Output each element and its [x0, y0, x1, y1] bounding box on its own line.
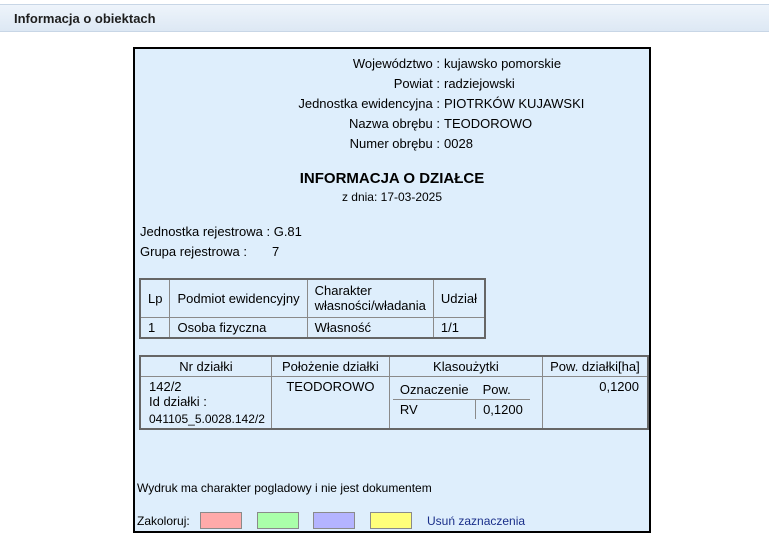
parcel-table	[139, 355, 649, 430]
table-row	[393, 400, 530, 420]
owner-share: 1/1	[433, 317, 485, 338]
color-swatch-red[interactable]	[200, 512, 242, 529]
voivodeship-label: Województwo :	[352, 56, 440, 71]
registry-unit-row	[140, 224, 302, 239]
parcel-location: TEODOROWO	[271, 377, 389, 430]
parcel-number: 142/2	[149, 379, 182, 394]
owner-type: Własność	[307, 317, 433, 338]
precinct-number-label: Numer obrębu :	[349, 136, 440, 151]
precinct-number-value: 0028	[444, 136, 473, 151]
col-ownership-type: Charakter własności/władania	[307, 279, 433, 317]
window-title: Informacja o obiektach	[14, 11, 156, 26]
precinct-name-label: Nazwa obrębu :	[348, 116, 440, 131]
registry-group-row	[140, 244, 279, 259]
registry-group-value: 7	[272, 244, 280, 259]
owner-subject: Osoba fizyczna	[170, 317, 307, 338]
col-class-area: Pow.	[476, 380, 530, 400]
report-title: INFORMACJA O DZIAŁCE	[299, 170, 485, 187]
land-classes-table	[393, 380, 530, 419]
registration-unit-label: Jednostka ewidencyjna :	[298, 96, 440, 111]
registry-unit-label: Jednostka rejestrowa :	[140, 224, 271, 239]
owners-header-row	[140, 279, 485, 317]
col-lp: Lp	[140, 279, 170, 317]
parcel-info-panel	[133, 47, 651, 533]
window-title-bar	[0, 4, 769, 32]
col-share: Udział	[433, 279, 485, 317]
county-label: Powiat :	[393, 76, 440, 91]
owners-table	[139, 278, 486, 339]
col-parcel-location: Położenie działki	[271, 356, 389, 377]
parcel-area: 0,1200	[542, 377, 648, 430]
col-subject: Podmiot ewidencyjny	[170, 279, 307, 317]
owner-lp: 1	[140, 317, 170, 338]
col-parcel-number: Nr działki	[140, 356, 271, 377]
parcel-number-cell	[140, 377, 271, 430]
color-swatch-green[interactable]	[257, 512, 299, 529]
county-value: radziejowski	[444, 76, 515, 91]
disclaimer-note: Wydruk ma charakter pogladowy i nie jest dokumentem	[137, 481, 432, 495]
parcel-id-value: 041105_5.0028.142/2	[149, 412, 265, 426]
table-row	[140, 317, 485, 338]
parcel-header-row	[140, 356, 648, 377]
color-swatch-blue[interactable]	[313, 512, 355, 529]
registry-unit-value: G.81	[273, 224, 302, 239]
registration-unit-value: PIOTRKÓW KUJAWSKI	[444, 96, 585, 111]
parcel-id-label: Id działki :	[149, 394, 207, 409]
voivodeship-value: kujawsko pomorskie	[444, 56, 562, 71]
class-area: 0,1200	[476, 400, 530, 420]
col-parcel-area: Pow. działki[ha]	[542, 356, 648, 377]
land-classes-header-row	[393, 380, 530, 400]
report-date: z dnia: 17-03-2025	[341, 190, 443, 204]
color-label: Zakoloruj:	[137, 514, 190, 528]
land-classes-cell	[389, 377, 542, 430]
col-land-classes: Klasoużytki	[389, 356, 542, 377]
color-swatch-yellow[interactable]	[370, 512, 412, 529]
col-class-code: Oznaczenie	[393, 380, 476, 400]
class-code: RV	[399, 402, 418, 417]
precinct-name-value: TEODOROWO	[444, 116, 533, 131]
clear-selection-link[interactable]: Usuń zaznaczenia	[427, 514, 526, 528]
registry-group-label: Grupa rejestrowa :	[140, 244, 247, 259]
table-row	[140, 377, 648, 430]
